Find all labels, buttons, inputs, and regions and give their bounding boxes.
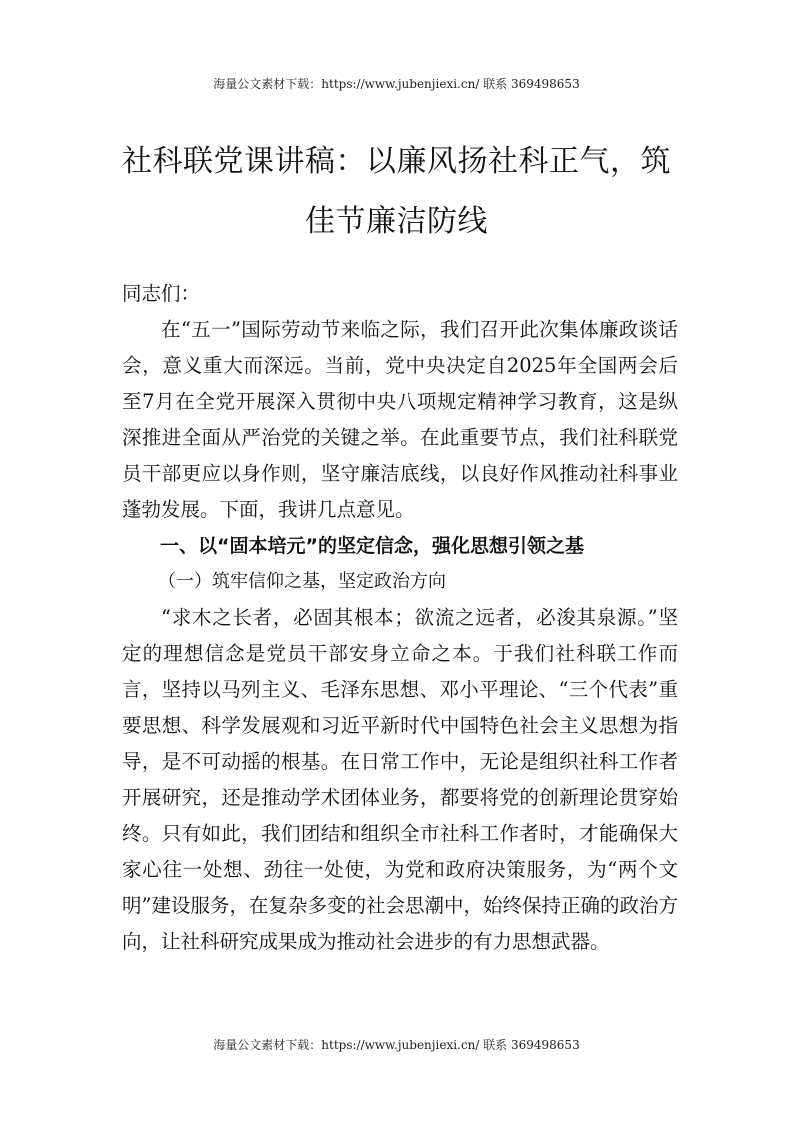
document-title: 社科联党课讲稿：以廉风扬社科正气，筑佳节廉洁防线 [122,144,671,239]
section-heading-1: 一、以“固本培元”的坚定信念，强化思想引领之基 [160,535,584,557]
header-source-note: 海量公文素材下载：https://www.jubenjiexi.cn/ 联系 369498653 [213,77,580,91]
document-body [122,276,678,960]
salutation: 同志们： [122,282,201,305]
section-1-paragraph: “求木之长者，必固其根本；欲流之远者，必浚其泉源。”坚定的理想信念是党员干部安身立命之本。于我们社科联工作而言，坚持以马列主义、毛泽东思想、邓小平理论、“三个代表”重要思想、科学发展观和习近平新时代中国特色社会主义思想为指导，是不可动摇的根基。在日常工作中，无论是组织社科工作者开展研究，还是推动学术团体业务，都要将党的创新理论贯穿始终。只有如此，我们团结和组织全市社科工作者时，才能确保大家心往一处想、劲往一处使，为党和政府决策服务，为“两个文明”建设服务，在复杂多变的社会思潮中，始终保持正确的政治方向，让社科研究成果成为推动社会进步的有力思想武器。 [122,606,678,953]
subsection-heading-1: （一）筑牢信仰之基，坚定政治方向 [158,571,446,592]
footer-source-note: 海量公文素材下载：https://www.jubenjiexi.cn/ 联系 369498653 [213,1038,580,1052]
intro-paragraph: 在“五一”国际劳动节来临之际，我们召开此次集体廉政谈话会，意义重大而深远。当前，党中央决定自2025年全国两会后至7月在全党开展深入贯彻中央八项规定精神学习教育，这是纵深推进全面从严治党的关键之举。在此重要节点，我们社科联党员干部更应以身作则，坚守廉洁底线，以良好作风推动社科事业蓬勃发展。下面，我讲几点意见。 [122,318,678,521]
